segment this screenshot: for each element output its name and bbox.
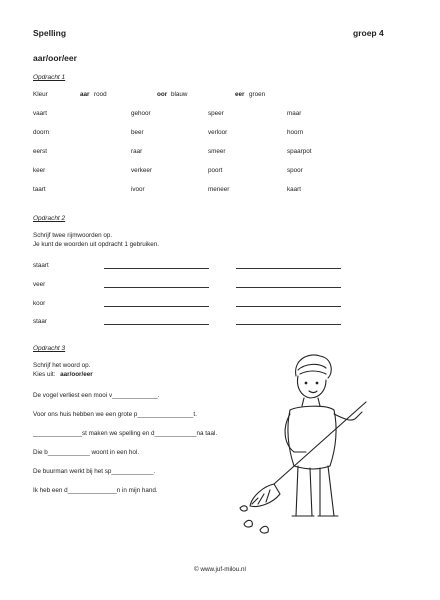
answer-line[interactable] [236, 324, 341, 325]
pattern-oor: oor [157, 91, 168, 98]
word-cell: eerst [33, 148, 47, 155]
fill-sentence: Die b____________ woont in een hol. [33, 449, 140, 456]
section2-instruction-line1: Schrijf twee rijmwoorden op. [33, 232, 113, 239]
word-grid [33, 110, 413, 200]
answer-line[interactable] [104, 268, 209, 269]
word-cell: beer [131, 129, 144, 136]
answer-line[interactable] [236, 268, 341, 269]
fill-sentence: Voor ons huis hebben we een grote p________________t. [33, 411, 197, 418]
sweeping-person-illustration [238, 348, 388, 538]
worksheet-title: Spelling [33, 28, 67, 38]
word-cell: meneer [208, 186, 230, 193]
choose-options: aar/oor/eer [60, 371, 93, 378]
word-cell: vaart [33, 110, 47, 117]
word-cell: taart [33, 186, 46, 193]
word-cell: poort [208, 167, 223, 174]
answer-line[interactable] [104, 306, 209, 307]
answer-line[interactable] [236, 306, 341, 307]
color-oor: blauw [171, 91, 188, 98]
pattern-eer: eer [235, 91, 245, 98]
rhyme-word: veer [33, 281, 46, 288]
answer-line[interactable] [104, 324, 209, 325]
grade-label: groep 4 [353, 28, 384, 38]
section3-title: Opdracht 3 [33, 345, 66, 352]
word-cell: keer [33, 167, 46, 174]
word-cell: smeer [208, 148, 226, 155]
answer-line[interactable] [104, 287, 209, 288]
word-cell: gehoor [131, 110, 151, 117]
word-cell: maar [287, 110, 302, 117]
word-cell: spaarpot [287, 148, 312, 155]
section3-choose-line [33, 371, 93, 378]
word-cell: speer [208, 110, 224, 117]
word-cell: ivoor [131, 186, 145, 193]
fill-sentence: De buurman werkt bij het sp____________. [33, 468, 156, 475]
choose-label: Kies uit: [33, 371, 56, 378]
word-cell: kaart [287, 186, 301, 193]
pattern-aar: aar [80, 91, 90, 98]
footer-copyright: © www.juf-milou.nl [194, 566, 246, 573]
word-cell: doorn [33, 129, 50, 136]
worksheet-subtitle: aar/oor/eer [33, 53, 77, 63]
word-cell: raar [131, 148, 143, 155]
answer-line[interactable] [236, 287, 341, 288]
word-cell: spoor [287, 167, 303, 174]
color-eer: groen [249, 91, 266, 98]
section2-instruction-line2: Je kunt de woorden uit opdracht 1 gebruiken. [33, 241, 160, 248]
fill-sentence: Ik heb een d______________n in mijn hand. [33, 487, 158, 494]
section1-title: Opdracht 1 [33, 74, 66, 81]
rhyme-word: staar [33, 318, 47, 325]
section2-title: Opdracht 2 [33, 215, 66, 222]
color-aar: rood [94, 91, 107, 98]
section3-instruction-line1: Schrijf het woord op. [33, 362, 91, 369]
rhyme-word: koor [33, 300, 46, 307]
word-cell: verkeer [131, 167, 152, 174]
word-cell: hoorn [287, 129, 304, 136]
fill-sentence: De vogel verliest een mooi v_____________. [33, 392, 160, 399]
fill-sentence: ______________st maken we spelling en d____________na taal. [33, 430, 218, 437]
word-cell: verloor [208, 129, 228, 136]
instruction-color-word: Kleur [33, 91, 48, 98]
rhyme-word: staart [33, 262, 49, 269]
